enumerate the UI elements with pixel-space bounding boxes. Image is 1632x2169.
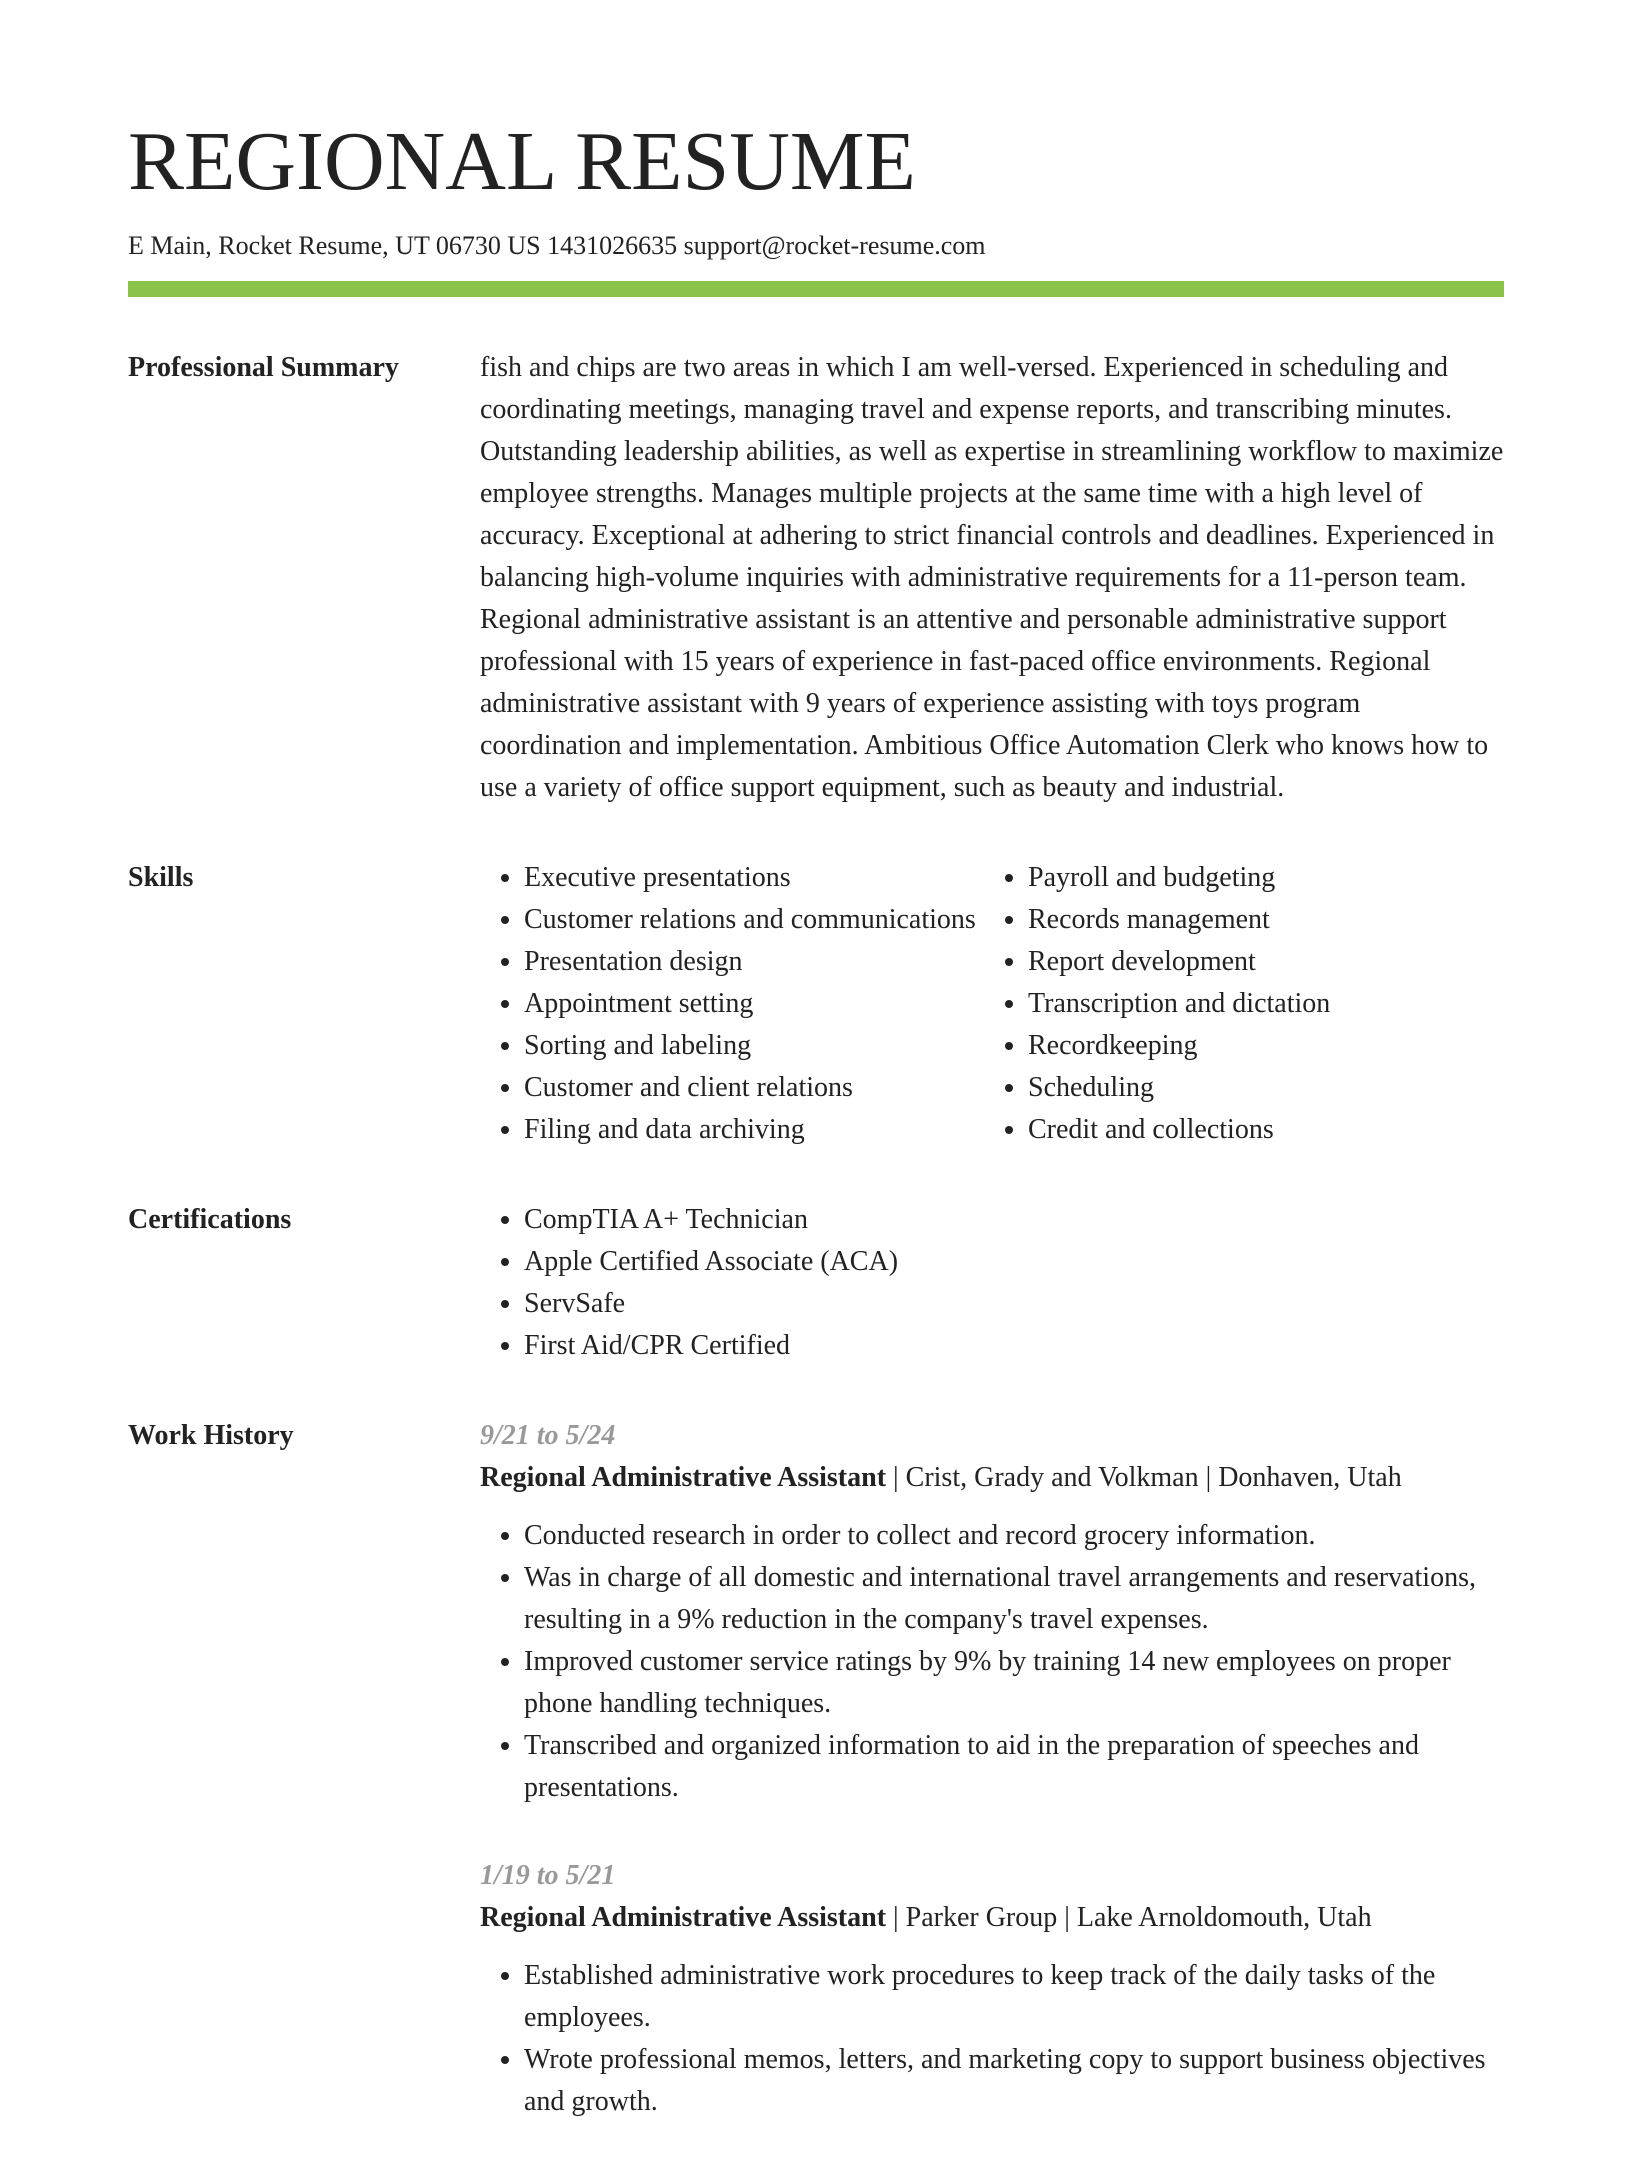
summary-text: fish and chips are two areas in which I am well-versed. Experienced in scheduling and coordinating meetings, managing travel and expense reports, and transcribing minutes. Outstanding leadership abilities, as well as expertise in streamlining workflow to maximize employee strengths. Manages multiple projects at the same time with a high level of accuracy. Exceptional at adhering to strict financial controls and deadlines. Experienced in balancing high-volume inquiries with administrative requirements for a 11-person team. Regional administrative assistant is an attentive and personable administrative support professional with 15 years of experience in fast-paced office environments. Regional administrative assistant with 9 years of experience assisting with toys program coordination and implementation. Ambitious Office Automation Clerk who knows how to use a variety of office support equipment, such as beauty and industrial. xyxy=(480,352,1504,804)
summary-section xyxy=(128,347,1504,809)
summary-heading: Professional Summary xyxy=(128,352,399,384)
skill-item: • Payroll and budgeting xyxy=(1028,857,1528,899)
skill-item: • Executive presentations xyxy=(524,857,984,899)
job-entry xyxy=(480,1415,1504,1809)
skills-list-right xyxy=(984,857,1528,1151)
skill-item: • Sorting and labeling xyxy=(524,1025,984,1067)
job-header xyxy=(480,1457,1504,1499)
certification-item: • Apple Certified Associate (ACA) xyxy=(524,1241,1504,1283)
resume-name: REGIONAL RESUME xyxy=(128,115,916,208)
work-history-section xyxy=(128,1415,1504,2169)
job-bullet: • Wrote professional memos, letters, and marketing copy to support business objectives and growth. xyxy=(524,2039,1504,2123)
skill-item: • Report development xyxy=(1028,941,1528,983)
certification-item: • CompTIA A+ Technician xyxy=(524,1199,1504,1241)
job-bullet: • Improved customer service ratings by 9% by training 14 new employees on proper phone handling techniques. xyxy=(524,1641,1504,1725)
certification-item: • ServSafe xyxy=(524,1283,1504,1325)
certifications-section xyxy=(128,1199,1504,1367)
job-dates: 1/19 to 5/21 xyxy=(480,1860,616,1892)
certification-item: • First Aid/CPR Certified xyxy=(524,1325,1504,1367)
job-bullet: • Was in charge of all domestic and international travel arrangements and reservations, resulting in a 9% reduction in the company's travel expenses. xyxy=(524,1557,1504,1641)
job-title: Regional Administrative Assistant xyxy=(480,1902,887,1934)
skill-item: • Credit and collections xyxy=(1028,1109,1528,1151)
job-entry xyxy=(480,1855,1504,2123)
job-employer-location: | Parker Group | Lake Arnoldomouth, Utah xyxy=(886,1902,1372,1934)
job-bullet: • Established administrative work procedures to keep track of the daily tasks of the employees. xyxy=(524,1955,1504,2039)
job-dates: 9/21 to 5/24 xyxy=(480,1420,616,1452)
job-header xyxy=(480,1897,1504,1939)
job-title: Regional Administrative Assistant xyxy=(480,1462,887,1494)
skill-item: • Records management xyxy=(1028,899,1528,941)
skill-item: • Customer relations and communications xyxy=(524,899,984,941)
job-bullet: • Conducted research in order to collect and record grocery information. xyxy=(524,1515,1504,1557)
certifications-heading: Certifications xyxy=(128,1204,292,1236)
skill-item: • Scheduling xyxy=(1028,1067,1528,1109)
skills-section xyxy=(128,857,1504,1151)
job-bullet: • Transcribed and organized information to aid in the preparation of speeches and presentations. xyxy=(524,1725,1504,1809)
skills-heading: Skills xyxy=(128,862,194,894)
skill-item: • Customer and client relations xyxy=(524,1067,984,1109)
skill-item: • Recordkeeping xyxy=(1028,1025,1528,1067)
skill-item: • Appointment setting xyxy=(524,983,984,1025)
certifications-list xyxy=(480,1199,1504,1367)
accent-divider xyxy=(128,281,1504,297)
skill-item: • Transcription and dictation xyxy=(1028,983,1528,1025)
skill-item: • Filing and data archiving xyxy=(524,1109,984,1151)
work-history-heading: Work History xyxy=(128,1420,294,1452)
job-bullets xyxy=(480,1955,1504,2123)
skill-item: • Presentation design xyxy=(524,941,984,983)
skills-list-left xyxy=(480,857,984,1151)
job-bullets xyxy=(480,1515,1504,1809)
job-employer-location: | Crist, Grady and Volkman | Donhaven, Utah xyxy=(886,1462,1402,1494)
contact-info: E Main, Rocket Resume, UT 06730 US 1431026635 support@rocket-resume.com xyxy=(128,231,986,260)
